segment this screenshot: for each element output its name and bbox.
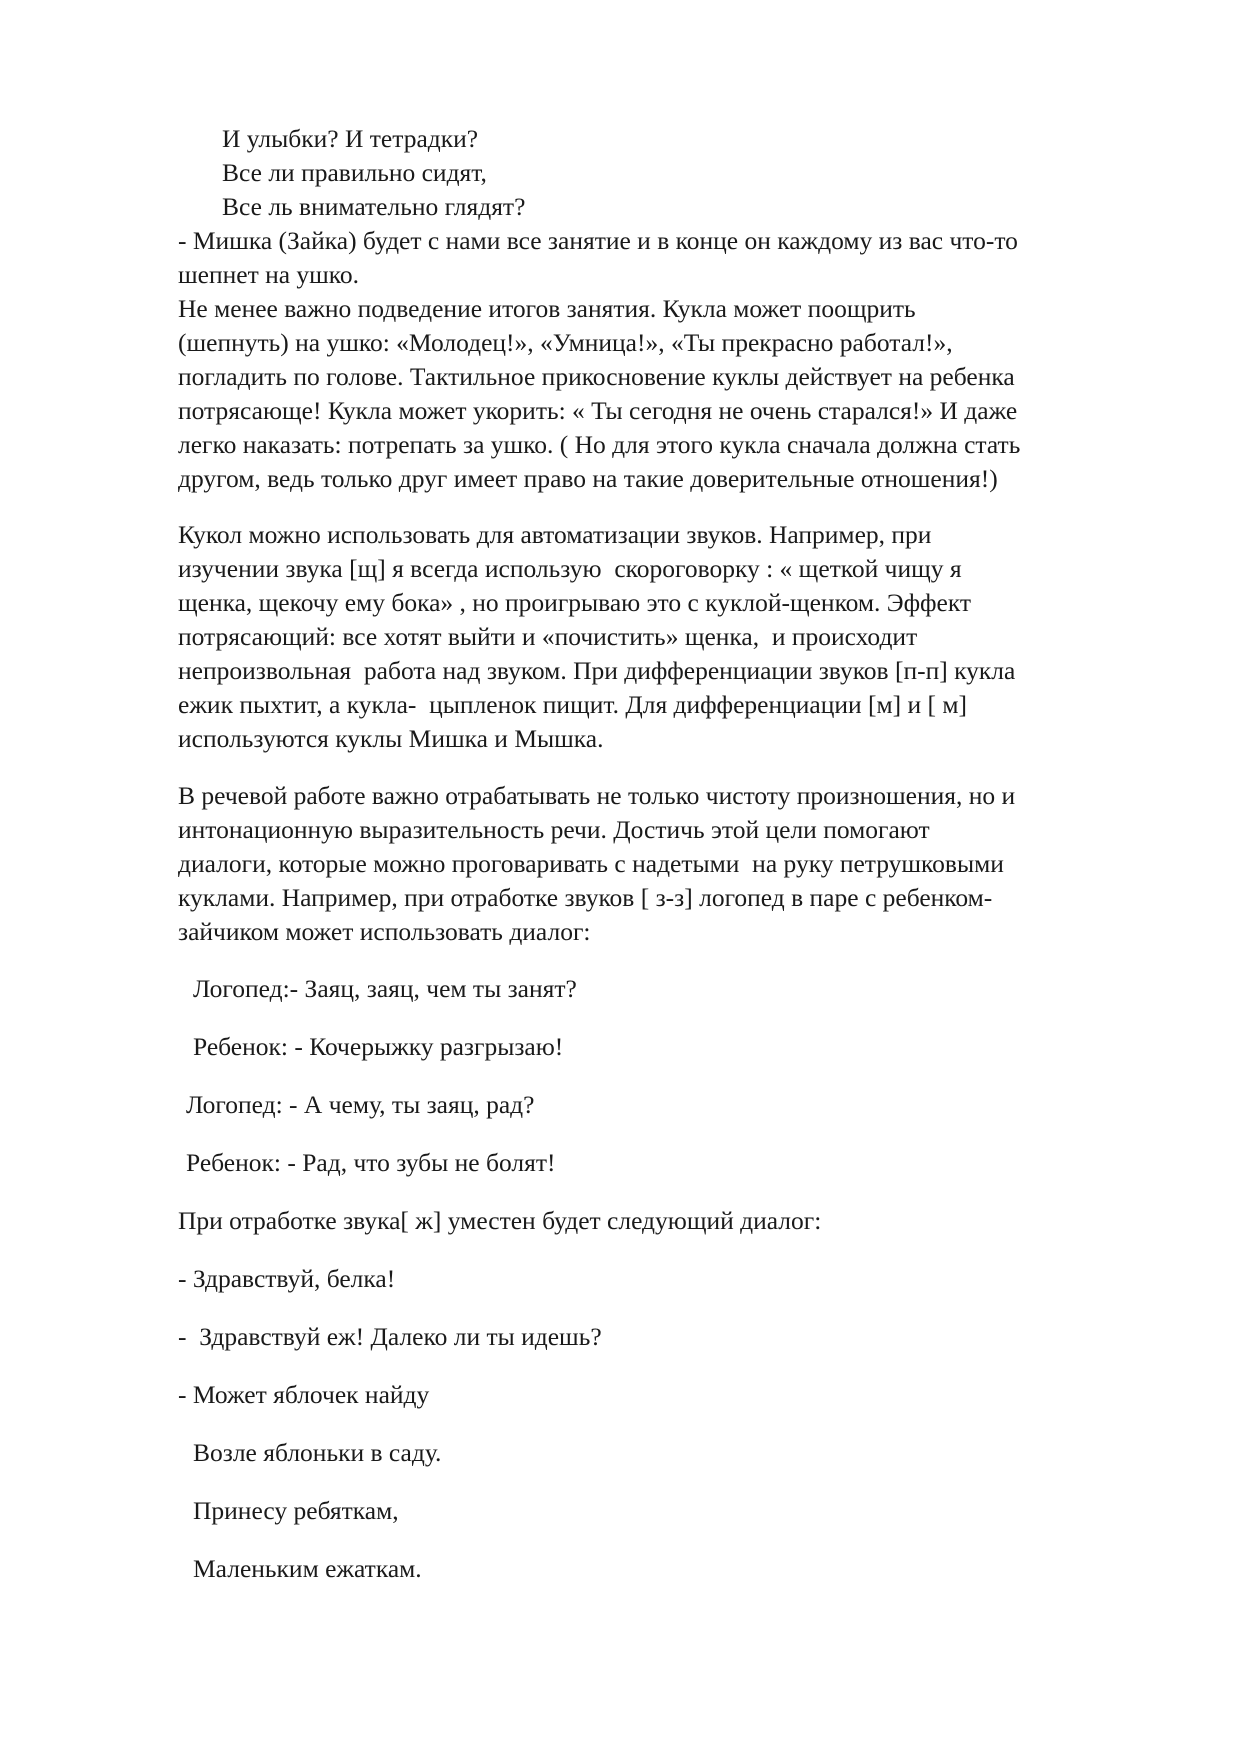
paragraph-line: (шепнуть) на ушко: «Молодец!», «Умница!», «Ты прекрасно работал!»,: [178, 328, 953, 357]
dialog-line: Логопед:- Заяц, заяц, чем ты занят?: [193, 974, 577, 1003]
paragraph-line: диалоги, которые можно проговаривать с надетыми на руку петрушковыми: [178, 849, 1004, 878]
dialog-line: Ребенок: - Кочерыжку разгрызаю!: [193, 1032, 564, 1061]
dialog-line: Ребенок: - Рад, что зубы не болят!: [186, 1148, 556, 1177]
dialog-line: Возле яблоньки в саду.: [193, 1438, 442, 1467]
paragraph-line: Кукол можно использовать для автоматизации звуков. Например, при: [178, 520, 932, 549]
dialog-line: Маленьким ежаткам.: [193, 1554, 422, 1583]
paragraph-line: куклами. Например, при отработке звуков [ з-з] логопед в паре с ребенком-: [178, 883, 993, 912]
paragraph-line: потрясающий: все хотят выйти и «почистить» щенка, и происходит: [178, 622, 918, 651]
poem-line: И улыбки? И тетрадки?: [222, 124, 479, 153]
paragraph-line: потрясающе! Кукла может укорить: « Ты сегодня не очень старался!» И даже: [178, 396, 1018, 425]
poem-line: Все ль внимательно глядят?: [222, 192, 526, 221]
paragraph-line: изучении звука [щ] я всегда использую скороговорку : « щеткой чищу я: [178, 554, 962, 583]
paragraph-line: другом, ведь только друг имеет право на такие доверительные отношения!): [178, 464, 998, 493]
dialog-line: Принесу ребяткам,: [193, 1496, 399, 1525]
paragraph-line: легко наказать: потрепать за ушко. ( Но для этого кукла сначала должна стать: [178, 430, 1021, 459]
paragraph-line: непроизвольная работа над звуком. При дифференциации звуков [п-п] кукла: [178, 656, 1016, 685]
paragraph-line: В речевой работе важно отрабатывать не только чистоту произношения, но и: [178, 781, 1016, 810]
dialog-line: - Здравствуй еж! Далеко ли ты идешь?: [178, 1322, 602, 1351]
dialog-line: - Здравствуй, белка!: [178, 1264, 396, 1293]
paragraph-line: погладить по голове. Тактильное прикосновение куклы действует на ребенка: [178, 362, 1015, 391]
paragraph-line: Не менее важно подведение итогов занятия. Кукла может поощрить: [178, 294, 916, 323]
paragraph-line: зайчиком может использовать диалог:: [178, 917, 591, 946]
dialog-line: Логопед: - А чему, ты заяц, рад?: [186, 1090, 535, 1119]
dialog-intro: При отработке звука[ ж] уместен будет следующий диалог:: [178, 1206, 822, 1235]
paragraph-line: интонационную выразительность речи. Достичь этой цели помогают: [178, 815, 930, 844]
paragraph-line: шепнет на ушко.: [178, 260, 360, 289]
dialog-line: - Может яблочек найду: [178, 1380, 430, 1409]
paragraph-line: щенка, щекочу ему бока» , но проигрываю это с куклой-щенком. Эффект: [178, 588, 972, 617]
paragraph-line: - Мишка (Зайка) будет с нами все занятие и в конце он каждому из вас что-то: [178, 226, 1018, 255]
paragraph-line: ежик пыхтит, а кукла- цыпленок пищит. Для дифференциации [м] и [ м]: [178, 690, 968, 719]
paragraph-line: используются куклы Мишка и Мышка.: [178, 724, 604, 753]
poem-line: Все ли правильно сидят,: [222, 158, 487, 187]
